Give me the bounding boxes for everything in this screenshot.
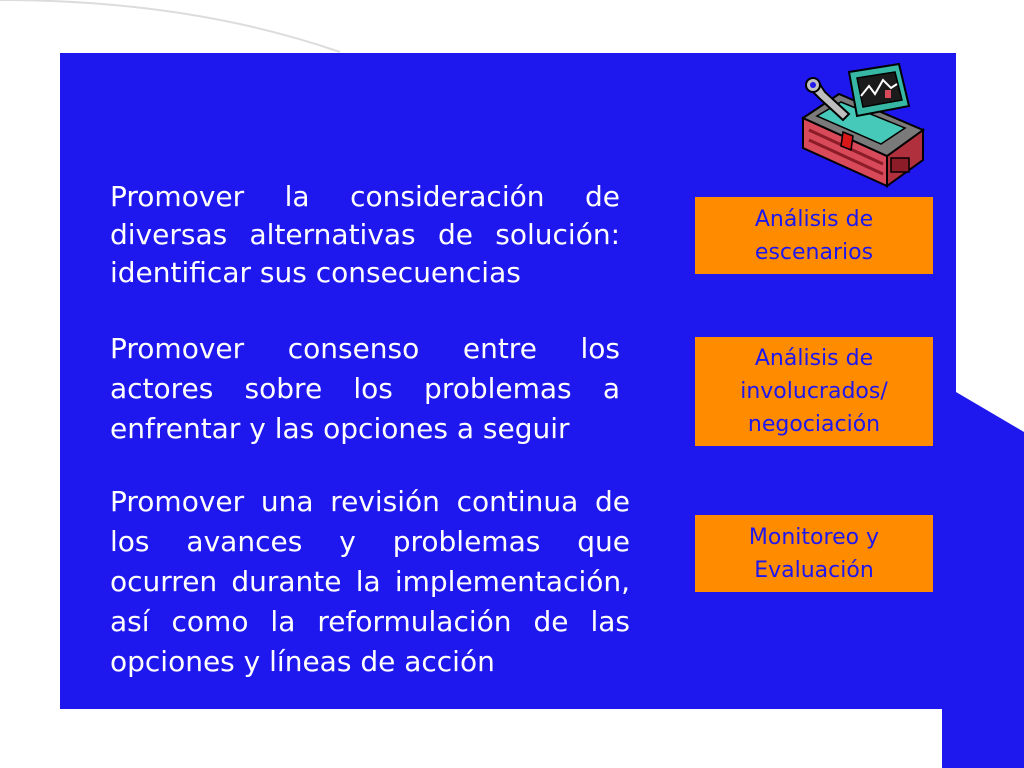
label-scenario-analysis: Análisis de escenarios: [695, 197, 933, 274]
toolbox-icon: [795, 58, 935, 188]
paragraph-review: Promover una revisión continua de los avances y problemas que ocurren durante la implementación, así como la reformulación de las opciones y líneas de acción: [110, 485, 630, 678]
paragraph-consensus: Promover consenso entre los actores sobre los problemas a enfrentar y las opciones a seguir: [110, 332, 620, 445]
label-monitoring-evaluation: Monitoreo y Evaluación: [695, 515, 933, 592]
label-stakeholder-analysis: Análisis de involucrados/ negociación: [695, 337, 933, 446]
paragraph-alternatives: Promover la consideración de diversas alternativas de solución: identificar sus consecuencias: [110, 180, 620, 289]
